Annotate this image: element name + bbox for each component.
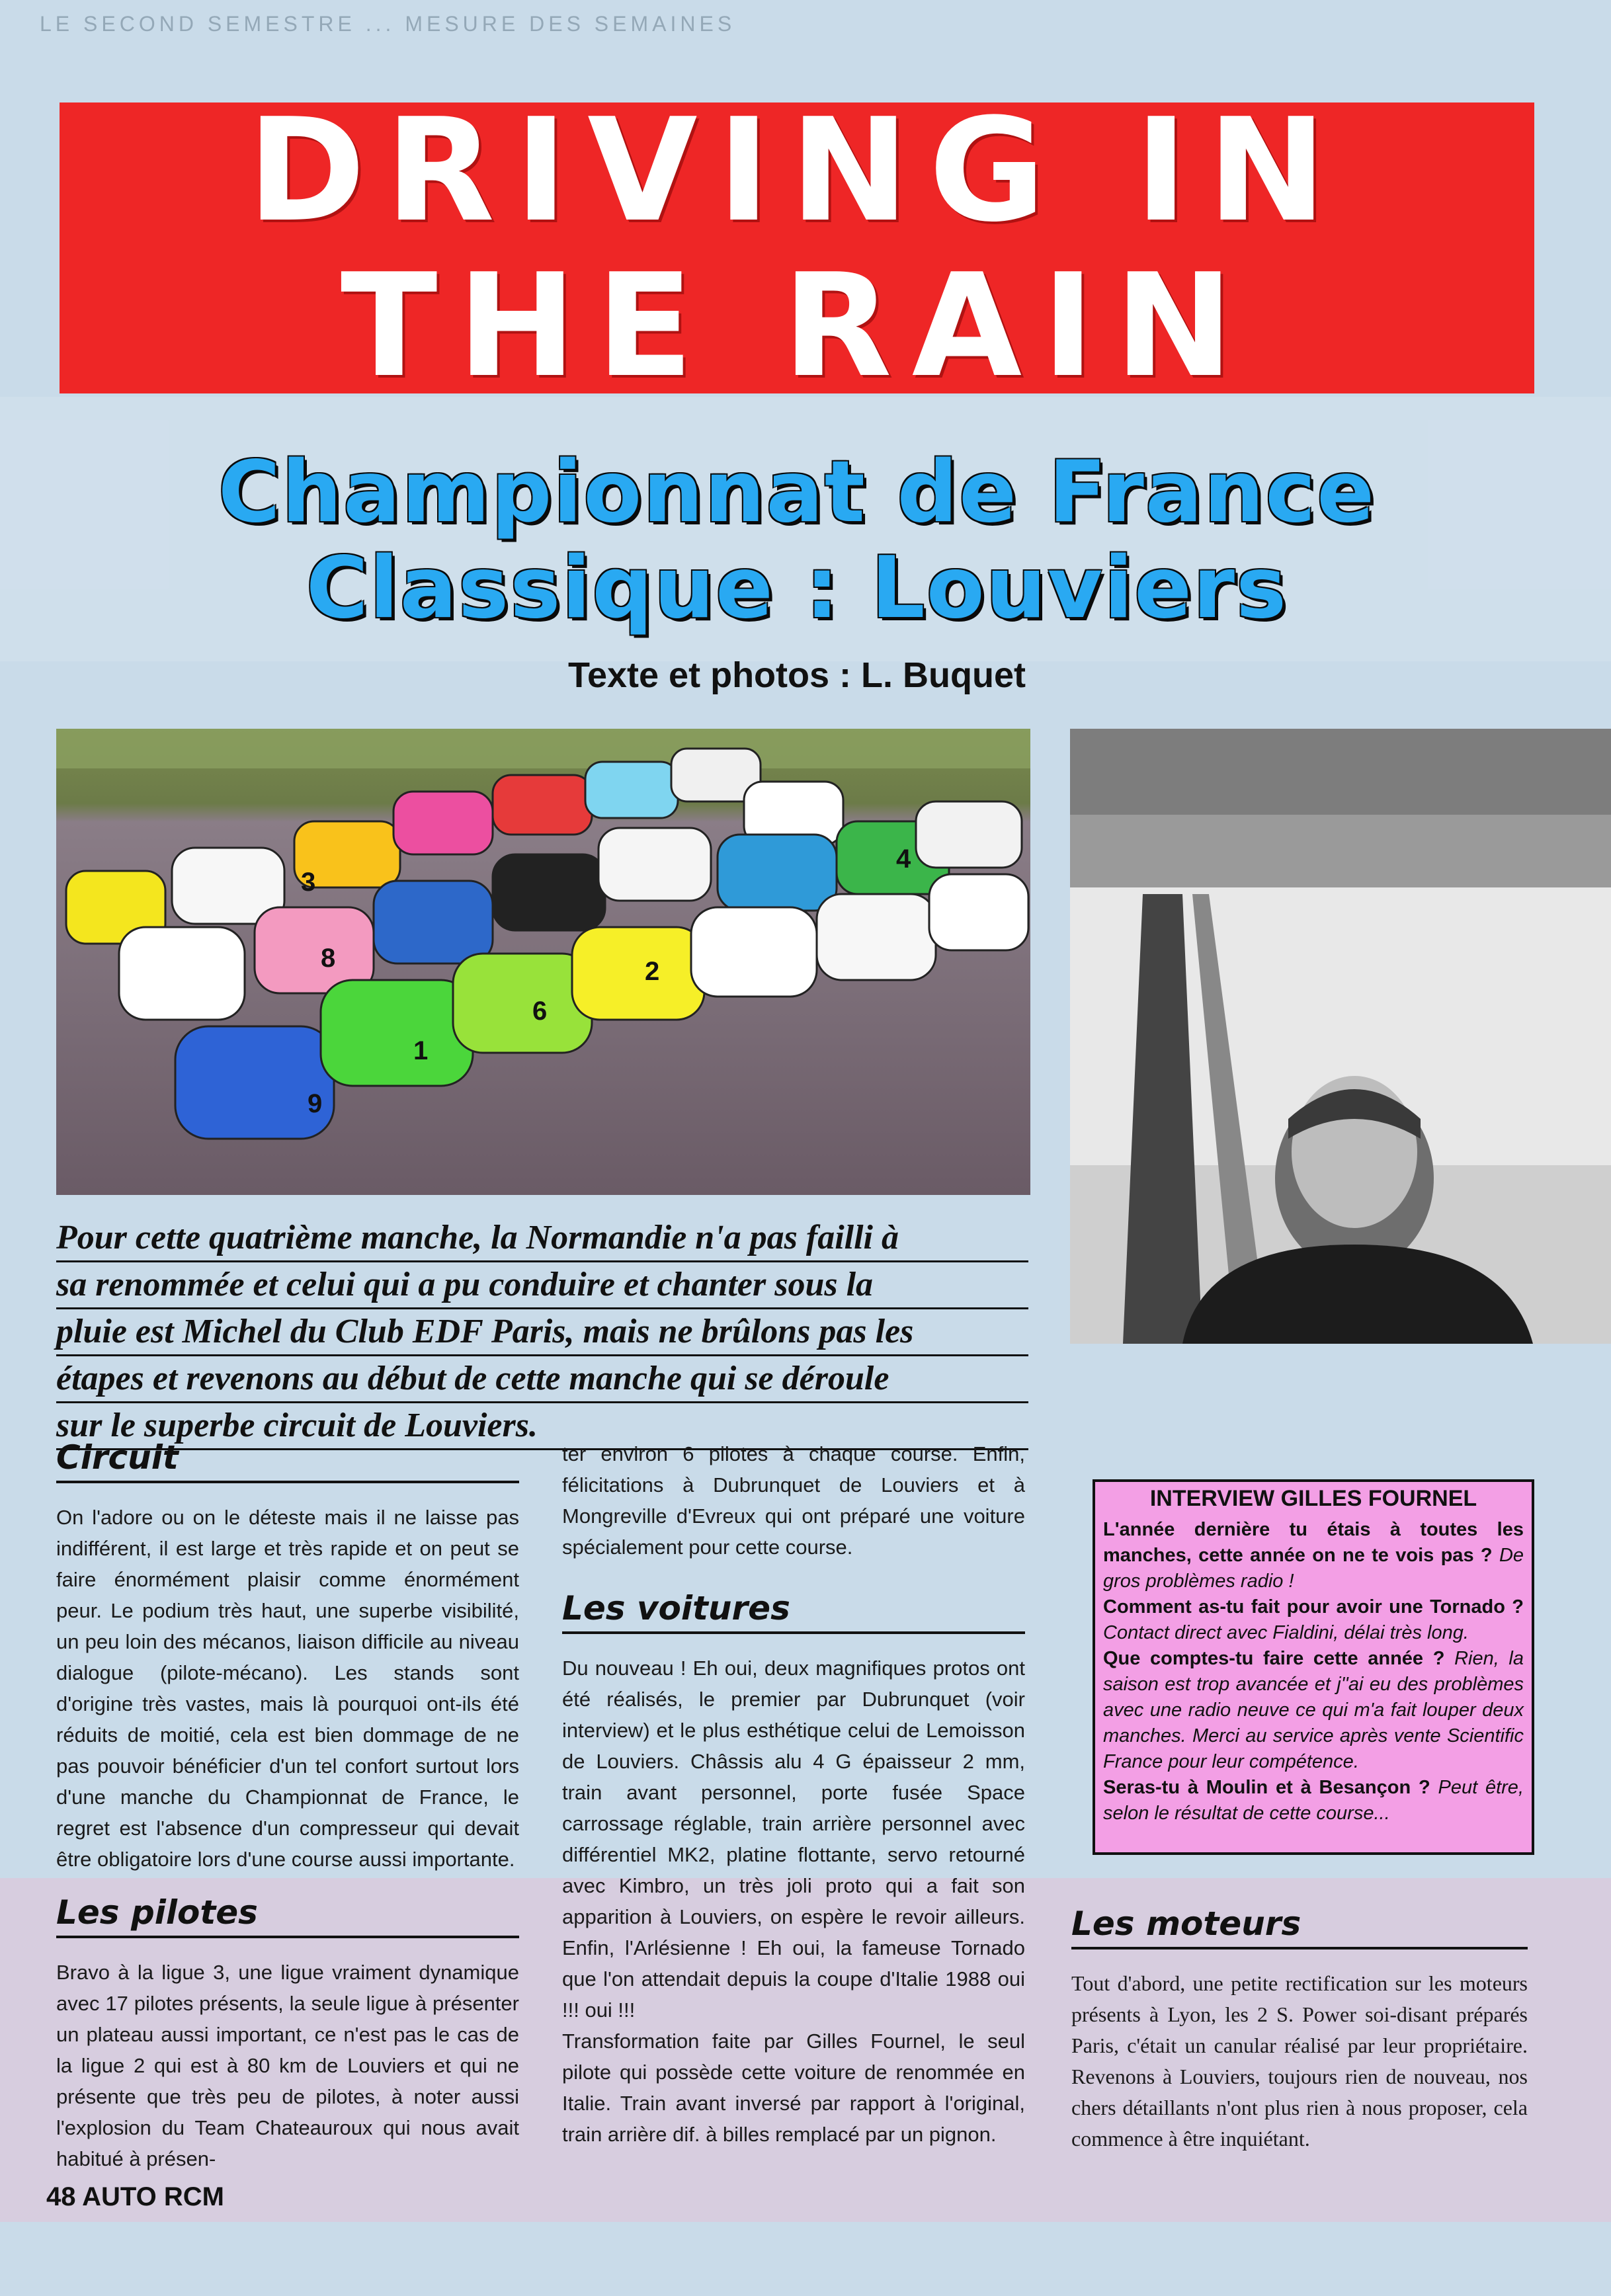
subtitle-line-1: Championnat de France [218, 443, 1376, 542]
interview-answer: Rien, la saison est trop avancée et j''ai eu des problèmes avec une radio neuve ce qui m'a fait louper deux manches. Merci au service après vente Scientific France pour leur compétence. [1103, 1648, 1524, 1772]
title-line-1: DRIVING IN [247, 87, 1346, 253]
interview-question: Que comptes-tu faire cette année ? [1103, 1648, 1445, 1669]
section-text-voitures: Du nouveau ! Eh oui, deux magnifiques protos ont été réalisés, le premier par Dubrunquet (voir interview) et le plus esthétique celui de Lemoisson de Louviers. Châssis alu 4 G épaisseur 2 mm, train avant personnel, porte fusée Space carrossage réglable, train arrière personnel avec différentiel MK2, platine flottante, servo retourné avec Kimbro, un très joli proto qui a fait son apparition à Louviers, on espère le revoir ailleurs. Enfin, l'Arlésienne ! Eh oui, la fameuse Tornado que l'on attendait depuis la coupe d'Italie 1988 oui !!! oui !!! [562, 1657, 1025, 2022]
interview-answer: Peut être, selon le résultat de cette course... [1103, 1777, 1524, 1824]
intro-line: pluie est Michel du Club EDF Paris, mais ne brûlons pas les [56, 1309, 1028, 1356]
interview-answer: Contact direct avec Fialdini, délai très long. [1103, 1622, 1469, 1643]
photo-rc-cars [56, 729, 1030, 1195]
svg-text:4: 4 [896, 844, 911, 874]
section-title-voitures: Les voitures [562, 1589, 1025, 1634]
interview-body [1095, 1517, 1532, 1826]
column-2 [562, 1438, 1025, 2150]
interview-answer: De gros problèmes radio ! [1103, 1545, 1524, 1592]
section-text-pilotes: Bravo à la ligue 3, une ligue vraiment dynamique avec 17 pilotes présents, la seule ligue à présenter un plateau aussi important, ce n'est pas le cas de la ligue 2 qui est à 80 km de Louviers et qui ne présente que très peu de pilotes, à noter aussi l'explosion du Team Chateauroux qui nous avait habitué à présen- [56, 1961, 519, 2170]
section-text-voitures-2: Transformation faite par Gilles Fournel, le seul pilote qui possède cette voiture de renommée en Italie. Train avant inversé par rapport à l'original, train arrière dif. à billes remplacé par un pignon. [562, 2030, 1025, 2146]
column-1 [56, 1438, 519, 2174]
svg-text:1: 1 [413, 1036, 429, 1065]
photo-track-portrait [1070, 729, 1611, 1344]
page-footer: 48 AUTO RCM [46, 2182, 224, 2211]
svg-text:6: 6 [532, 997, 548, 1026]
intro-line: Pour cette quatrième manche, la Normandie n'a pas failli à [56, 1215, 1028, 1262]
intro-line: sa renommée et celui qui a pu conduire et chanter sous la [56, 1262, 1028, 1309]
svg-text:3: 3 [301, 868, 316, 897]
title-banner [60, 87, 1534, 409]
byline: Texte et photos : L. Buquet [568, 655, 1026, 695]
section-text-pilotes-continued: ter environ 6 pilotes à chaque course. Enfin, félicitations à Dubrunquet de Louviers et à Mongreville d'Evreux qui ont préparé une voiture spécialement pour cette course. [562, 1442, 1025, 1559]
section-title-pilotes: Les pilotes [56, 1893, 519, 1938]
svg-text:9: 9 [308, 1089, 323, 1118]
section-text-circuit: On l'adore ou on le déteste mais il ne laisse pas indifférent, il est large et très rapide et on peut se faire énormément plaisir comme énormément peur. Le podium très haut, une superbe visibilité, un peu loin des mécanos, liaison difficile au niveau dialogue (pilote-mécano). Les stands sont d'origine très vastes, mais là pourquoi ont-ils été réduits de moitié, cela est bien dommage de ne pas pouvoir bénéficier d'un tel confort surtout lors d'une manche du Championnat de France, le regret est l'absence d'un compresseur qui devait être obligatoire lors d'une course aussi importante. [56, 1506, 519, 1871]
interview-question: Seras-tu à Moulin et à Besançon ? [1103, 1777, 1430, 1798]
interview-question: L'année dernière tu étais à toutes les manches, cette année on ne te vois pas ? [1103, 1519, 1524, 1566]
svg-text:8: 8 [321, 944, 336, 973]
header-show-through: LE SECOND SEMESTRE ... MESURE DES SEMAINES [40, 12, 736, 36]
interview-title: INTERVIEW GILLES FOURNEL [1149, 1486, 1477, 1511]
section-title-circuit: Circuit [56, 1438, 519, 1483]
intro-paragraph [56, 1215, 1028, 1450]
cars-illustration [56, 729, 1030, 1195]
interview-box [1093, 1479, 1534, 1855]
subtitle-line-2: Classique : Louviers [306, 539, 1288, 637]
title-line-2: THE RAIN [340, 243, 1254, 409]
intro-line: étapes et revenons au début de cette manche qui se déroule [56, 1356, 1028, 1403]
section-text-moteurs: Tout d'abord, une petite rectification sur les moteurs présents à Lyon, les 2 S. Power soi-disant préparés Paris, c'était un canular réalisé par leur propriétaire. Revenons à Louviers, toujours rien de nouveau, nos chers détaillants n'ont plus rien à nous proposer, cela commence à être inquiétant. [1071, 1971, 1528, 2151]
intro-line: sur le superbe circuit de Louviers. [56, 1403, 1028, 1450]
track-portrait-illustration [1070, 729, 1611, 1344]
svg-text:2: 2 [645, 957, 660, 986]
section-title-moteurs: Les moteurs [1071, 1905, 1528, 1949]
interview-question: Comment as-tu fait pour avoir une Tornado ? [1103, 1596, 1524, 1618]
column-3 [1071, 1905, 1528, 2154]
